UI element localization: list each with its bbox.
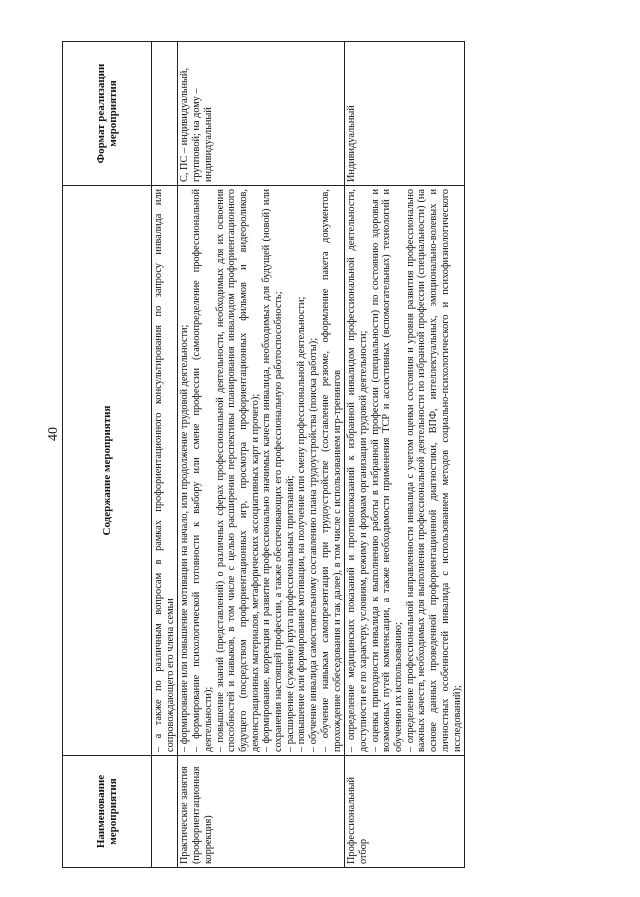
table-row: [178, 42, 345, 868]
activities-table: [62, 41, 465, 868]
content-list-item: – повышение знаний (представлений) о различных сферах профессиональной деятельности, необходимых для их освоения способностей и навыков, в том числе с целью расширения перспективы планирования инвалидом профориентационного будущего (посредством профориентационных игр, просмотра профориентационных фильмов и видеороликов, демонстрационных материалов, метафорических ассоциативных карт и прочего);: [215, 189, 262, 752]
table-row: [152, 42, 178, 868]
content-list-item: – а также по различным вопросам в рамках профориентационного консультирования по запросу инвалида или сопровождающего его члена семьи: [153, 189, 176, 752]
content-list-item: – расширение (сужение) круга профессиональных притязаний;: [285, 189, 297, 752]
activity-name-cell: [152, 756, 178, 868]
content-list-item: – формирование, коррекция и развитие профессионально значимых качеств инвалида, необходимых для будущей (новой) или сохранения настоящей профессии, а также обеспечивающих его профессиональную работоспособность;: [261, 189, 284, 752]
content-list-item: – повышение или формирование мотивации, на получение или смену профессиональной деятельности;: [296, 189, 308, 752]
activity-name-cell: Профессиональный отбор: [345, 756, 465, 868]
activity-content-cell: [178, 186, 345, 756]
content-list-item: – определение медицинских показаний и противопоказаний к избранной инвалидом профессиональной деятельности, доступности ее по характеру, условиям, режиму и формам организации трудовой деятельности;: [346, 189, 369, 752]
content-list-item: – обучение навыкам самопрезентации при трудоустройстве (составление резюме, оформление пакета документов, прохождение собеседования и так далее), в том числе с использованием игр-тренингов: [320, 189, 343, 752]
activity-format-cell: Индивидуальный: [345, 42, 465, 186]
activity-format-cell: С, ПС – индивидуальный, групповой; на дому – индивидуальный: [178, 42, 345, 186]
header-activity-format: Формат реализации мероприятия: [63, 42, 152, 186]
content-list-item: – формирование или повышение мотивации на начало, или продолжение трудовой деятельности;: [179, 189, 191, 752]
header-activity-name: Наименование мероприятия: [63, 756, 152, 868]
activity-name-cell: Практические занятия (профориентационная коррекция): [178, 756, 345, 868]
content-list-item: – оценка пригодности инвалида к выполнению работы в избранной профессии (специальности) по состоянию здоровья и возможных путей компенсации, а также необходимости применения ТСР и ассистивных (вспомогательных) технологий и обучению их использованию;: [370, 189, 405, 752]
content-list-item: – определение профессиональной направленности инвалида с учетом оценки состояния и уровня развития профессионально важных качеств, необходимых для выполнения профессиональной деятельности по избранной профессии (специальности) (на основе данных проведенной профориентационной диагностики, ВПФ, интеллектуальных, эмоционально-волевых и личностных особенностей инвалида с использованием методов социально-психологического и психофизиологического исследований);: [405, 189, 464, 752]
content-list-item: – формирование психологической готовности к выбору или смене профессии (самоопределение профессиональной деятельности);: [191, 189, 214, 752]
content-list-item: – обучение инвалида самостоятельному составлению плана трудоустройства (поиска работы);: [308, 189, 320, 752]
document-sheet: [62, 42, 566, 868]
table-header-row: [63, 42, 152, 868]
header-activity-content: Содержание мероприятия: [63, 186, 152, 756]
table-row: [345, 42, 465, 868]
activity-content-cell: [152, 186, 178, 756]
activity-format-cell: [152, 42, 178, 186]
activity-content-cell: [345, 186, 465, 756]
page-number: 40: [46, 427, 61, 441]
